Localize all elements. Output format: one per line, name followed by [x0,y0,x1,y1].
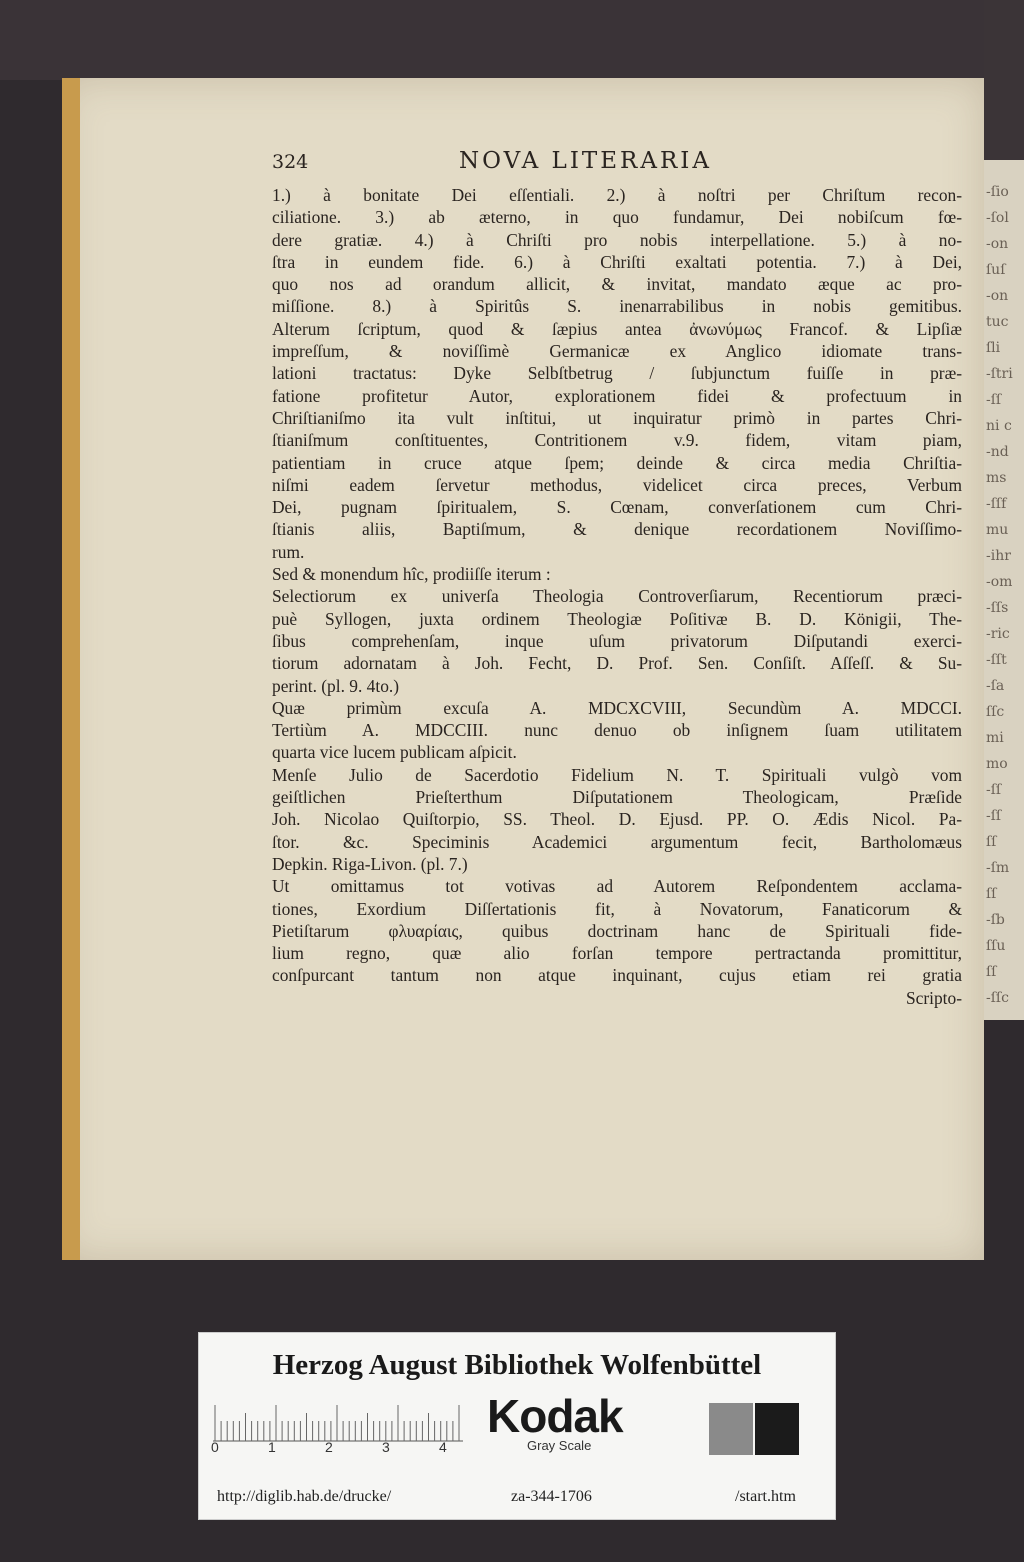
text-line: tiorum adornatam à Joh. Fecht, D. Prof. Sen. Conſiſt. Aſſeſſ. & Su- [272,653,962,674]
adjacent-text-fragment: -ſſ [986,782,1002,798]
text-line: ſibus comprehenſam, inque uſum privatorum Diſputandi exerci- [272,630,962,651]
text-line: niſmi eadem ſervetur methodus, videlicet circa preces, Verbum [272,474,962,495]
adjacent-text-fragment: -ſtri [986,366,1013,382]
text-line: tiones, Exordium Diſſertationis fit, à Novatorum, Fanaticorum & [272,898,962,919]
adjacent-text-fragment: ni c [986,418,1012,434]
adjacent-text-fragment: -ric [986,626,1010,642]
ruler-number: 2 [325,1439,333,1455]
text-line: miſſione. 8.) à Spiritûs S. inenarrabilibus in nobis gemitibus. [272,296,962,317]
text-line: lationi tractatus: Dyke Selbſtbetrug / ſubjunctum fuiſſe in præ- [272,363,962,384]
text-line: ſtianiſmum conſtituentes, Contritionem v.9. fidem, vitam piam, [272,430,962,451]
gray-patch-dark [755,1403,799,1455]
text-line: Depkin. Riga-Livon. (pl. 7.) [272,853,468,874]
ruler-number: 3 [382,1439,390,1455]
text-line: Scripto- [905,987,962,1008]
text-line: ſtor. &c. Speciminis Academici argumentum fecit, Bartholomæus [272,831,962,852]
adjacent-text-fragment: -ſb [986,912,1005,928]
adjacent-text-fragment: -ſſ [986,808,1002,824]
text-line: lium regno, quæ alio forſan tempore pertractanda promittitur, [272,943,962,964]
adjacent-text-fragment: -ſſs [986,600,1009,616]
text-line: rum. [272,541,305,562]
source-url: http://diglib.hab.de/drucke/ [217,1488,392,1505]
adjacent-text-fragment: -ſa [986,678,1005,694]
adjacent-text-fragment: -ſm [986,860,1010,876]
library-name: Herzog August Bibliothek Wolfenbüttel [272,1349,762,1381]
adjacent-text-fragment: -on [986,288,1009,304]
adjacent-text-fragment: -on [986,236,1009,252]
adjacent-text-fragment: mu [986,522,1009,538]
text-line: Chriſtianiſmo ita vult inſtitui, ut inquiratur primò in partes Chri- [272,407,962,428]
background-right [984,0,1024,160]
gray-patch-mid [709,1403,753,1455]
text-line: impreſſum, & noviſſimè Germanicæ ex Anglico idiomate trans- [272,341,962,362]
running-head: NOVA LITERARIA [459,148,712,174]
adjacent-text-fragment: ſſ [986,834,997,850]
kodak-logo: Kodak [487,1390,623,1442]
shelfmark: za-344-1706 [511,1488,592,1505]
text-line: perint. (pl. 9. 4to.) [272,675,400,696]
text-line: geiſtlichen Prieſterthum Diſputationem Theologicam, Præſide [272,787,962,808]
ruler-number: 0 [211,1439,219,1455]
start-page: /start.htm [735,1488,796,1505]
adjacent-page-strip [984,160,1024,1020]
adjacent-text-fragment: -ſio [986,184,1009,200]
adjacent-text-fragment: -ſſ [986,392,1002,408]
page-edge [62,78,80,1260]
page-header [272,148,962,182]
archive-label-card [198,1332,836,1520]
adjacent-text-fragment: -ſſc [986,990,1009,1006]
text-line: dere gratiæ. 4.) à Chriſti pro nobis interpellatione. 5.) à no- [272,229,962,250]
adjacent-text-fragment: ſſc [986,704,1005,720]
text-line: Sed & monendum hîc, prodiiſſe iterum : [272,564,551,585]
text-line: puè Syllogen, juxta ordinem Theologiæ Poſitivæ B. D. Königii, The- [272,608,962,629]
text-line: Menſe Julio de Sacerdotio Fidelium N. T. Spirituali vulgò vom [272,764,962,785]
adjacent-text-fragment: -nd [986,444,1009,460]
adjacent-text-fragment: tuc [986,314,1009,330]
text-line: Pietiſtarum φλυαρίαις, quibus doctrinam hanc de Spirituali fide- [272,920,962,941]
text-line: quo nos ad orandum allicit, & invitat, mandato æque ac pro- [272,274,962,295]
gray-scale-label: Gray Scale [527,1438,592,1453]
text-line: ſtra in eundem fide. 6.) à Chriſti exaltati potentia. 7.) à Dei, [272,251,962,272]
text-line: ſtianis aliis, Baptiſmum, & denique recordationem Noviſſimo- [272,519,962,540]
adjacent-text-fragment: -ſſt [986,652,1007,668]
adjacent-text-fragment: ſſ [986,964,997,980]
text-line: quarta vice lucem publicam aſpicit. [272,742,517,763]
text-line: Alterum ſcriptum, quod & ſæpius antea ἀνωνύμως Francof. & Lipſiæ [272,318,962,339]
adjacent-text-fragment: mi [986,730,1004,746]
adjacent-text-fragment: mo [986,756,1008,772]
adjacent-text-fragment: -ſol [986,210,1009,226]
ruler-number: 4 [439,1439,447,1455]
adjacent-text-fragment: ſuſ [986,262,1006,278]
adjacent-text-fragment: ms [986,470,1007,486]
adjacent-text-fragment: ſſ [986,886,997,902]
text-line: Dei, pugnam ſpiritualem, S. Cœnam, converſationem cum Chri- [272,497,962,518]
text-line: ciliatione. 3.) ab æterno, in quo fundamur, Dei nobiſcum fœ- [272,207,962,228]
page-text [272,148,962,1009]
adjacent-text-fragment: -om [986,574,1013,590]
page-number: 324 [272,151,309,173]
text-line: Quæ primùm excuſa A. MDCXCVIII, Secundùm A. MDCCI. [272,697,962,718]
text-line: 1.) à bonitate Dei eſſentiali. 2.) à noſtri per Chriſtum recon- [272,185,962,205]
text-lines [272,184,962,1009]
text-line: Selectiorum ex univerſa Theologia Controverſiarum, Recentiorum præci- [272,586,962,607]
ruler-numbers [211,1439,471,1457]
adjacent-text-fragment: -ſſf [986,496,1007,512]
ruler-number: 1 [268,1439,276,1455]
background-top [0,0,1024,80]
adjacent-text-fragment: ſſu [986,938,1006,954]
text-line: conſpurcant tantum non atque inquinant, cujus etiam rei gratia [272,965,962,986]
adjacent-text-fragment: -ihr [986,548,1011,564]
text-line: Joh. Nicolao Quiſtorpio, SS. Theol. D. Ejusd. PP. O. Ædis Nicol. Pa- [272,809,962,830]
text-line: Ut omittamus tot votivas ad Autorem Reſpondentem acclama- [272,876,962,897]
text-line: fatione profitetur Autor, explorationem fidei & profectuum in [272,385,962,406]
text-line: Tertiùm A. MDCCIII. nunc denuo ob inſignem ſuam utilitatem [272,720,962,741]
adjacent-text-fragment: ſli [986,340,1001,356]
text-line: patientiam in cruce atque ſpem; deinde & circa media Chriſtia- [272,452,962,473]
